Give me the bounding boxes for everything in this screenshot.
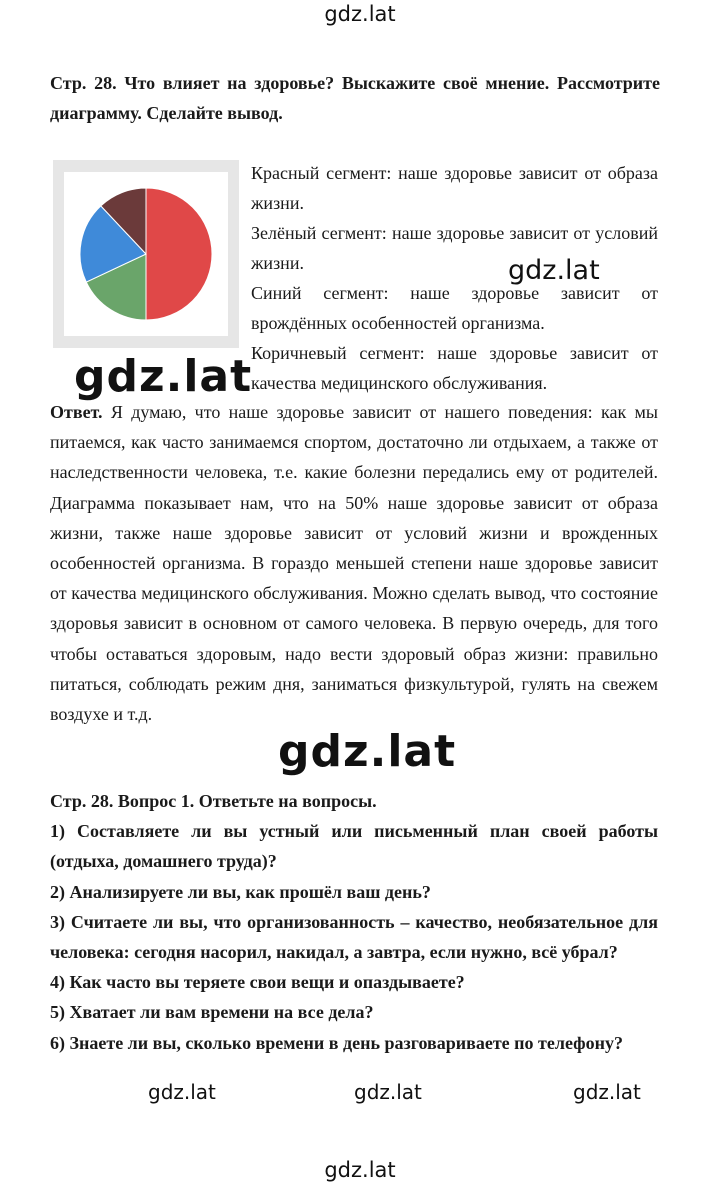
answer-text: Я думаю, что наше здоровье зависит от нашего поведения: как мы питаемся, как часто занимаемся спортом, достаточно ли отдыхаем, а также от наследственности человека, т.е. какие болезни передались ему от родителей. Диаграмма показывает нам, что на 50% наше здоровье зависит от образа жизни, также наше здоровье зависит от условий жизни и врожденных особенностей организма. В гораздо меньшей степени наше здоровье зависит от качества медицинского обслуживания. Можно сделать вывод, что состояние здоровья зависит в основном от самого человека. В первую очередь, для того чтобы оставаться здоровым, надо вести здоровый образ жизни: правильно питаться, соблюдать режим дня, заниматься физкультурой, гулять на свежем воздухе и т.д.	[50, 402, 658, 725]
answer-label: Ответ.	[50, 402, 103, 422]
watermark-large-1: gdz.lat	[74, 351, 253, 402]
question-2: 2) Анализируете ли вы, как прошёл ваш день?	[50, 881, 431, 902]
pie-chart	[53, 160, 239, 348]
watermark-top: gdz.lat	[324, 2, 396, 26]
question-4: 4) Как часто вы теряете свои вещи и опаздываете?	[50, 972, 465, 993]
watermark-bottom: gdz.lat	[324, 1158, 396, 1182]
questions-block	[50, 786, 658, 1058]
questions-title: Стр. 28. Вопрос 1. Ответьте на вопросы.	[50, 791, 377, 811]
answer-paragraph	[50, 397, 658, 729]
legend-brown: Коричневый сегмент: наше здоровье зависит от качества медицинского обслуживания.	[251, 343, 658, 393]
legend-red: Красный сегмент: наше здоровье зависит от образа жизни.	[251, 163, 658, 213]
question-3: 3) Считаете ли вы, что организованность – качество, необязательное для человека: сегодня насорил, накидал, а завтра, если нужно, всё убрал?	[50, 911, 658, 963]
watermark-large-2: gdz.lat	[278, 726, 457, 777]
watermark-small-1: gdz.lat	[148, 1080, 216, 1104]
question-1: 1) Составляете ли вы устный или письменный план своей работы (отдыха, домашнего труда)?	[50, 821, 658, 872]
watermark-small-2: gdz.lat	[354, 1080, 422, 1104]
question-6: 6) Знаете ли вы, сколько времени в день разговариваете по телефону?	[50, 1032, 623, 1053]
legend-blue: Синий сегмент: наше здоровье зависит от врождённых особенностей организма.	[251, 283, 658, 333]
legend-green: Зелёный сегмент: наше здоровье зависит от условий жизни.	[251, 223, 658, 273]
pie-chart-svg	[53, 160, 239, 348]
watermark-mid: gdz.lat	[508, 255, 600, 286]
page-heading: Стр. 28. Что влияет на здоровье? Выскажите своё мнение. Рассмотрите диаграмму. Сделайте вывод.	[50, 73, 660, 123]
question-5: 5) Хватает ли вам времени на все дела?	[50, 1002, 374, 1023]
watermark-small-3: gdz.lat	[573, 1080, 641, 1104]
